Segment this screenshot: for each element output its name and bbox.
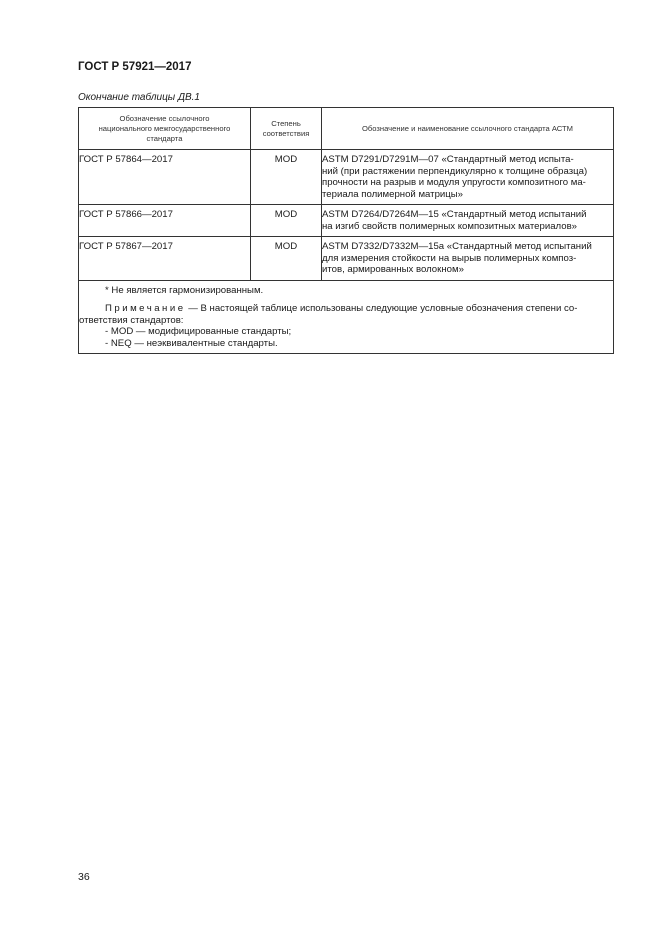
header-line: соответствия	[262, 128, 310, 138]
note-list-item: - MOD — модифицированные стандарты;	[105, 326, 292, 337]
cell-degree: MOD	[251, 205, 322, 237]
table-notes-row	[79, 280, 614, 354]
cell-degree: MOD	[251, 237, 322, 281]
astm-line: ASTM D7264/D7264M—15 «Стандартный метод испытаний	[322, 209, 587, 220]
header-degree	[251, 108, 322, 150]
astm-line: для измерения стойкости на вырыв полимерных композ-	[322, 252, 577, 264]
cell-national-standard: ГОСТ Р 57864—2017	[79, 150, 251, 205]
table-row	[79, 205, 614, 237]
table-row	[79, 237, 614, 281]
header-line: Степень	[271, 118, 301, 128]
table-notes-cell	[79, 280, 614, 354]
reference-standards-table	[78, 107, 614, 354]
cell-astm-standard	[322, 205, 614, 237]
header-national-standard	[79, 108, 251, 150]
astm-line: ASTM D7291/D7291M—07 «Стандартный метод испыта-	[322, 154, 574, 165]
note-paragraph	[79, 303, 613, 315]
table-caption: Окончание таблицы ДВ.1	[78, 92, 200, 103]
note-list-item: - NEQ — неэквивалентные стандарты.	[105, 337, 278, 349]
header-astm-standard	[322, 108, 614, 150]
note-label: Примечание	[105, 303, 186, 314]
header-line: Обозначение и наименование ссылочного стандарта АСТМ	[362, 123, 573, 133]
footnote: * Не является гармонизированным.	[105, 284, 264, 296]
document-code-header: ГОСТ Р 57921—2017	[78, 61, 192, 73]
cell-astm-standard	[322, 150, 614, 205]
astm-line: прочности на разрыв и модуля упругости композитного ма-	[322, 177, 586, 188]
table-header-row	[79, 108, 614, 150]
header-line: Обозначение ссылочного	[119, 113, 210, 123]
astm-line: териала полимерной матрицы»	[322, 188, 463, 200]
astm-line: ний (при растяжении перпендикулярно к толщине образца)	[322, 165, 588, 177]
cell-national-standard: ГОСТ Р 57867—2017	[79, 237, 251, 281]
page-number: 36	[78, 871, 90, 883]
astm-line: ASTM D7332/D7332M—15a «Стандартный метод испытаний	[322, 241, 592, 252]
note-text: — В настоящей таблице использованы следующие условные обозначения степени со-	[185, 303, 578, 314]
cell-degree: MOD	[251, 150, 322, 205]
header-line: национального межгосударственного	[98, 123, 231, 133]
header-line: стандарта	[146, 133, 183, 143]
note-text-continued: ответствия стандартов:	[79, 314, 184, 326]
table-row	[79, 150, 614, 205]
cell-astm-standard	[322, 237, 614, 281]
astm-line: на изгиб свойств полимерных композитных материалов»	[322, 220, 578, 232]
cell-national-standard: ГОСТ Р 57866—2017	[79, 205, 251, 237]
astm-line: итов, армированных волокном»	[322, 264, 464, 275]
